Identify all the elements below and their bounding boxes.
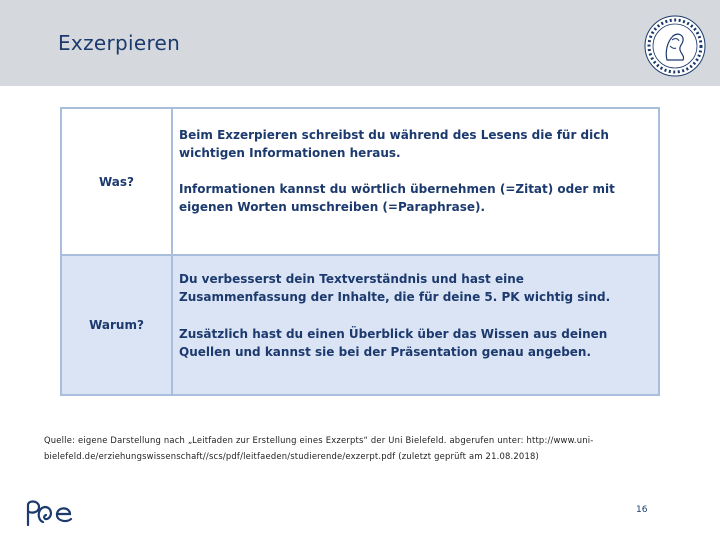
table-row-warum	[62, 254, 658, 394]
source-citation: Quelle: eigene Darstellung nach „Leitfaden zur Erstellung eines Exzerpts“ der Uni Bielefeld. abgerufen unter: http://www.uni-bielefeld.de/erziehungswissenschaft//scs/pdf/leitfaeden/studierende/exzerpt.pdf (zuletzt geprüft am 21.08.2018)	[44, 435, 594, 461]
slide-header	[0, 0, 720, 86]
pe-logo-icon	[24, 495, 76, 527]
table-row-was	[62, 109, 658, 254]
paragraph: Beim Exzerpieren schreibst du während des Lesens die für dich wichtigen Informationen heraus.	[179, 128, 609, 160]
slide-title: Exzerpieren	[58, 31, 181, 55]
paragraph: Zusätzlich hast du einen Überblick über das Wissen aus deinen Quellen und kannst sie bei der Präsentation genau angeben.	[179, 327, 608, 359]
page-number: 16	[636, 505, 648, 515]
row-text-was	[179, 109, 654, 254]
paragraph: Du verbesserst dein Textverständnis und hast eine Zusammenfassung der Inhalte, die für deine 5. PK wichtig sind.	[179, 272, 611, 304]
row-label-was: Was?	[62, 109, 173, 254]
content-table	[60, 107, 660, 396]
paragraph: Informationen kannst du wörtlich übernehmen (=Zitat) oder mit eigenen Worten umschreiben (=Paraphrase).	[179, 182, 615, 214]
row-text-warum	[179, 256, 654, 394]
row-label-warum: Warum?	[62, 256, 173, 394]
university-seal-icon	[643, 14, 707, 78]
